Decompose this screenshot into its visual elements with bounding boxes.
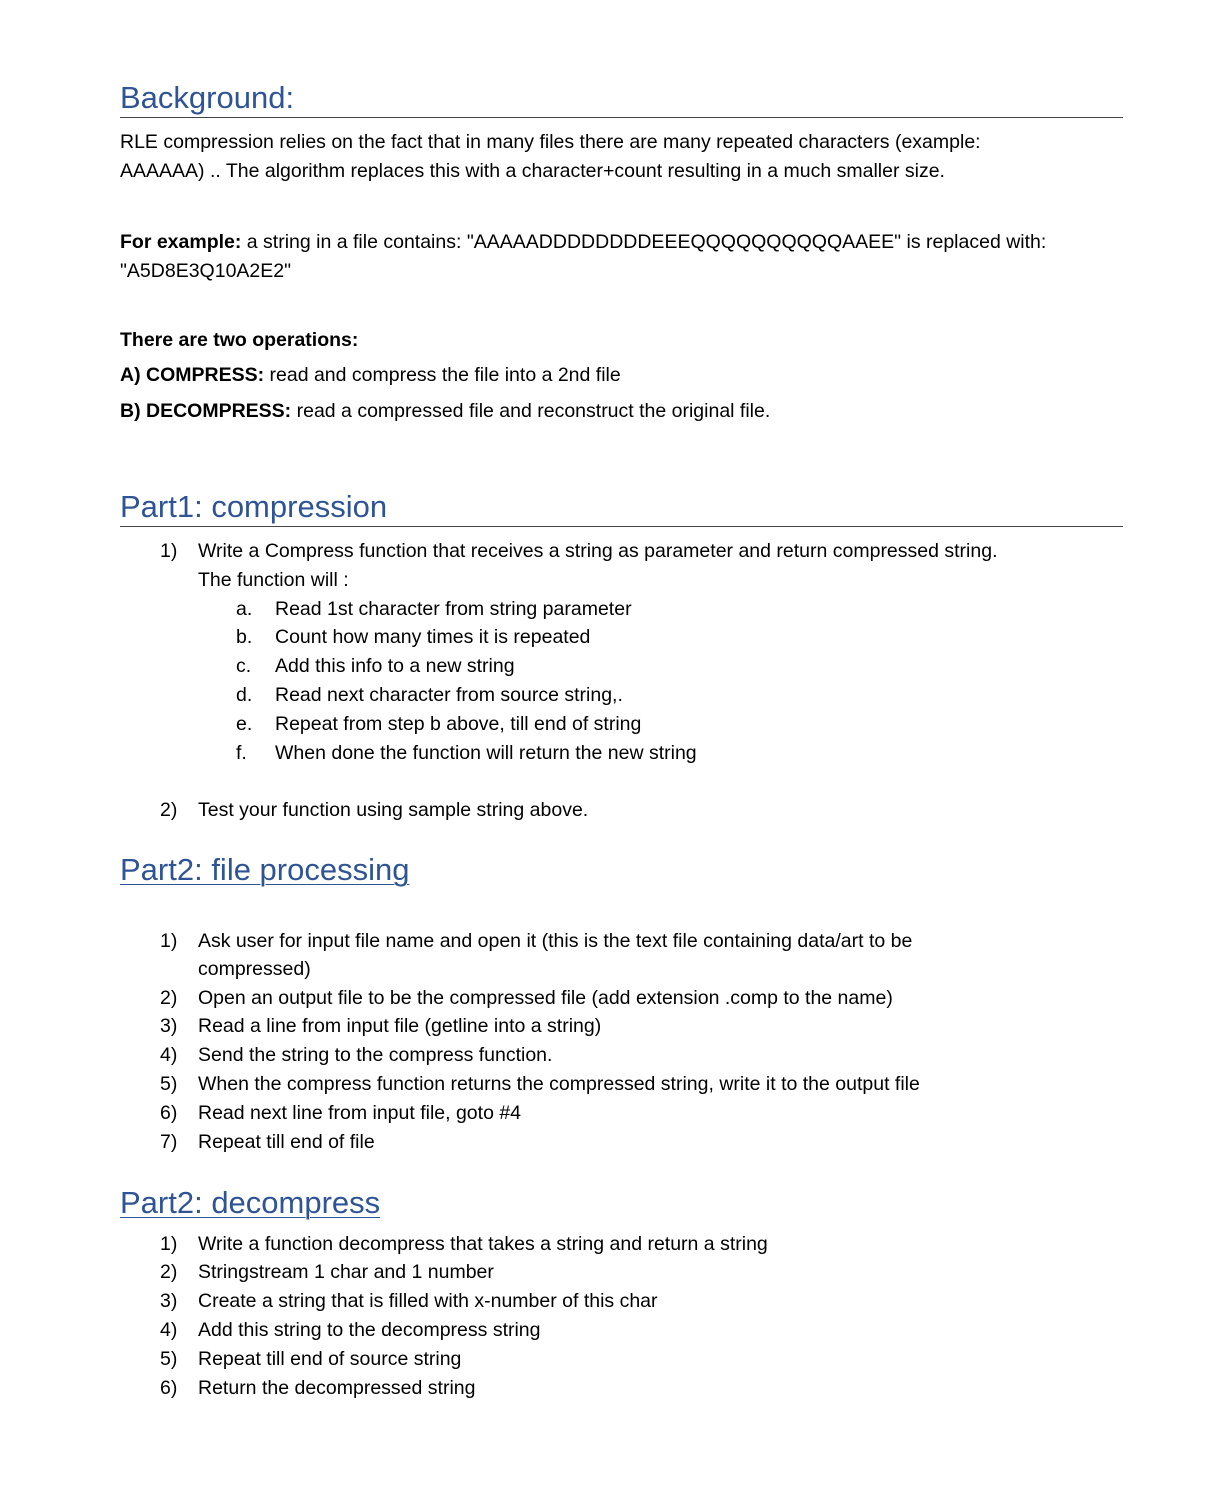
sub-letter: a. bbox=[236, 598, 253, 620]
sub-letter: e. bbox=[236, 713, 253, 735]
sub-text: Count how many times it is repeated bbox=[275, 626, 591, 648]
list-text: Send the string to the compress function. bbox=[198, 1044, 553, 1066]
operations-heading: There are two operations: bbox=[120, 329, 359, 351]
sub-letter: c. bbox=[236, 655, 252, 677]
part2-file-heading: Part2: file processing bbox=[120, 852, 410, 887]
list-number: 2) bbox=[160, 987, 178, 1009]
sub-letter: b. bbox=[236, 626, 253, 648]
list-text: Add this string to the decompress string bbox=[198, 1319, 541, 1341]
example-line bbox=[120, 228, 1120, 257]
list-text: Test your function using sample string above. bbox=[198, 799, 589, 821]
sub-text: Read next character from source string,. bbox=[275, 684, 623, 706]
op-b-text: read a compressed file and reconstruct the original file. bbox=[291, 400, 771, 422]
list-number: 2) bbox=[160, 799, 178, 821]
background-heading: Background: bbox=[120, 82, 1123, 118]
operation-compress bbox=[120, 361, 621, 390]
list-number: 3) bbox=[160, 1015, 178, 1037]
list-text: Write a function decompress that takes a string and return a string bbox=[198, 1233, 768, 1255]
list-text: Read next line from input file, goto #4 bbox=[198, 1102, 522, 1124]
list-text: Repeat till end of source string bbox=[198, 1348, 462, 1370]
sub-text: Add this info to a new string bbox=[275, 655, 515, 677]
part1-heading: Part1: compression bbox=[120, 491, 1123, 527]
list-text: Write a Compress function that receives a string as parameter and return compressed string. bbox=[198, 540, 998, 562]
list-text: Open an output file to be the compressed file (add extension .comp to the name) bbox=[198, 987, 893, 1009]
list-number: 1) bbox=[160, 930, 178, 952]
list-text: Repeat till end of file bbox=[198, 1131, 375, 1153]
list-number: 4) bbox=[160, 1044, 178, 1066]
operation-decompress bbox=[120, 397, 770, 426]
example-label: For example: bbox=[120, 231, 242, 253]
list-number: 5) bbox=[160, 1348, 178, 1370]
list-text: The function will : bbox=[198, 569, 349, 591]
op-a-label: A) COMPRESS: bbox=[120, 364, 265, 386]
example-result: "A5D8E3Q10A2E2" bbox=[120, 260, 292, 282]
list-text: Ask user for input file name and open it (this is the text file containing data/art to be bbox=[198, 930, 913, 952]
op-b-label: B) DECOMPRESS: bbox=[120, 400, 292, 422]
list-number: 2) bbox=[160, 1261, 178, 1283]
sub-letter: f. bbox=[236, 742, 247, 764]
list-text: Read a line from input file (getline into a string) bbox=[198, 1015, 602, 1037]
background-paragraph bbox=[120, 128, 1120, 186]
list-number: 4) bbox=[160, 1319, 178, 1341]
background-line-1: RLE compression relies on the fact that in many files there are many repeated characters (example: bbox=[120, 131, 981, 153]
background-line-2: AAAAAA) .. The algorithm replaces this with a character+count resulting in a much smaller size. bbox=[120, 160, 945, 182]
example-paragraph bbox=[120, 228, 1120, 286]
list-number: 6) bbox=[160, 1377, 178, 1399]
sub-text: Read 1st character from string parameter bbox=[275, 598, 632, 620]
list-number: 3) bbox=[160, 1290, 178, 1312]
list-number: 5) bbox=[160, 1073, 178, 1095]
part2-decompress-heading: Part2: decompress bbox=[120, 1185, 381, 1220]
list-text: compressed) bbox=[198, 958, 311, 980]
list-text: Stringstream 1 char and 1 number bbox=[198, 1261, 494, 1283]
example-text: a string in a file contains: "AAAAADDDDDDDDEEEQQQQQQQQQQAAEE" is replaced with: bbox=[241, 231, 1047, 253]
list-text: Return the decompressed string bbox=[198, 1377, 476, 1399]
list-number: 6) bbox=[160, 1102, 178, 1124]
list-number: 1) bbox=[160, 540, 178, 562]
sub-text: When done the function will return the new string bbox=[275, 742, 697, 764]
sub-letter: d. bbox=[236, 684, 253, 706]
list-text: When the compress function returns the compressed string, write it to the output file bbox=[198, 1073, 920, 1095]
list-text: Create a string that is filled with x-number of this char bbox=[198, 1290, 658, 1312]
list-number: 1) bbox=[160, 1233, 178, 1255]
list-number: 7) bbox=[160, 1131, 178, 1153]
sub-text: Repeat from step b above, till end of string bbox=[275, 713, 642, 735]
op-a-text: read and compress the file into a 2nd file bbox=[264, 364, 621, 386]
